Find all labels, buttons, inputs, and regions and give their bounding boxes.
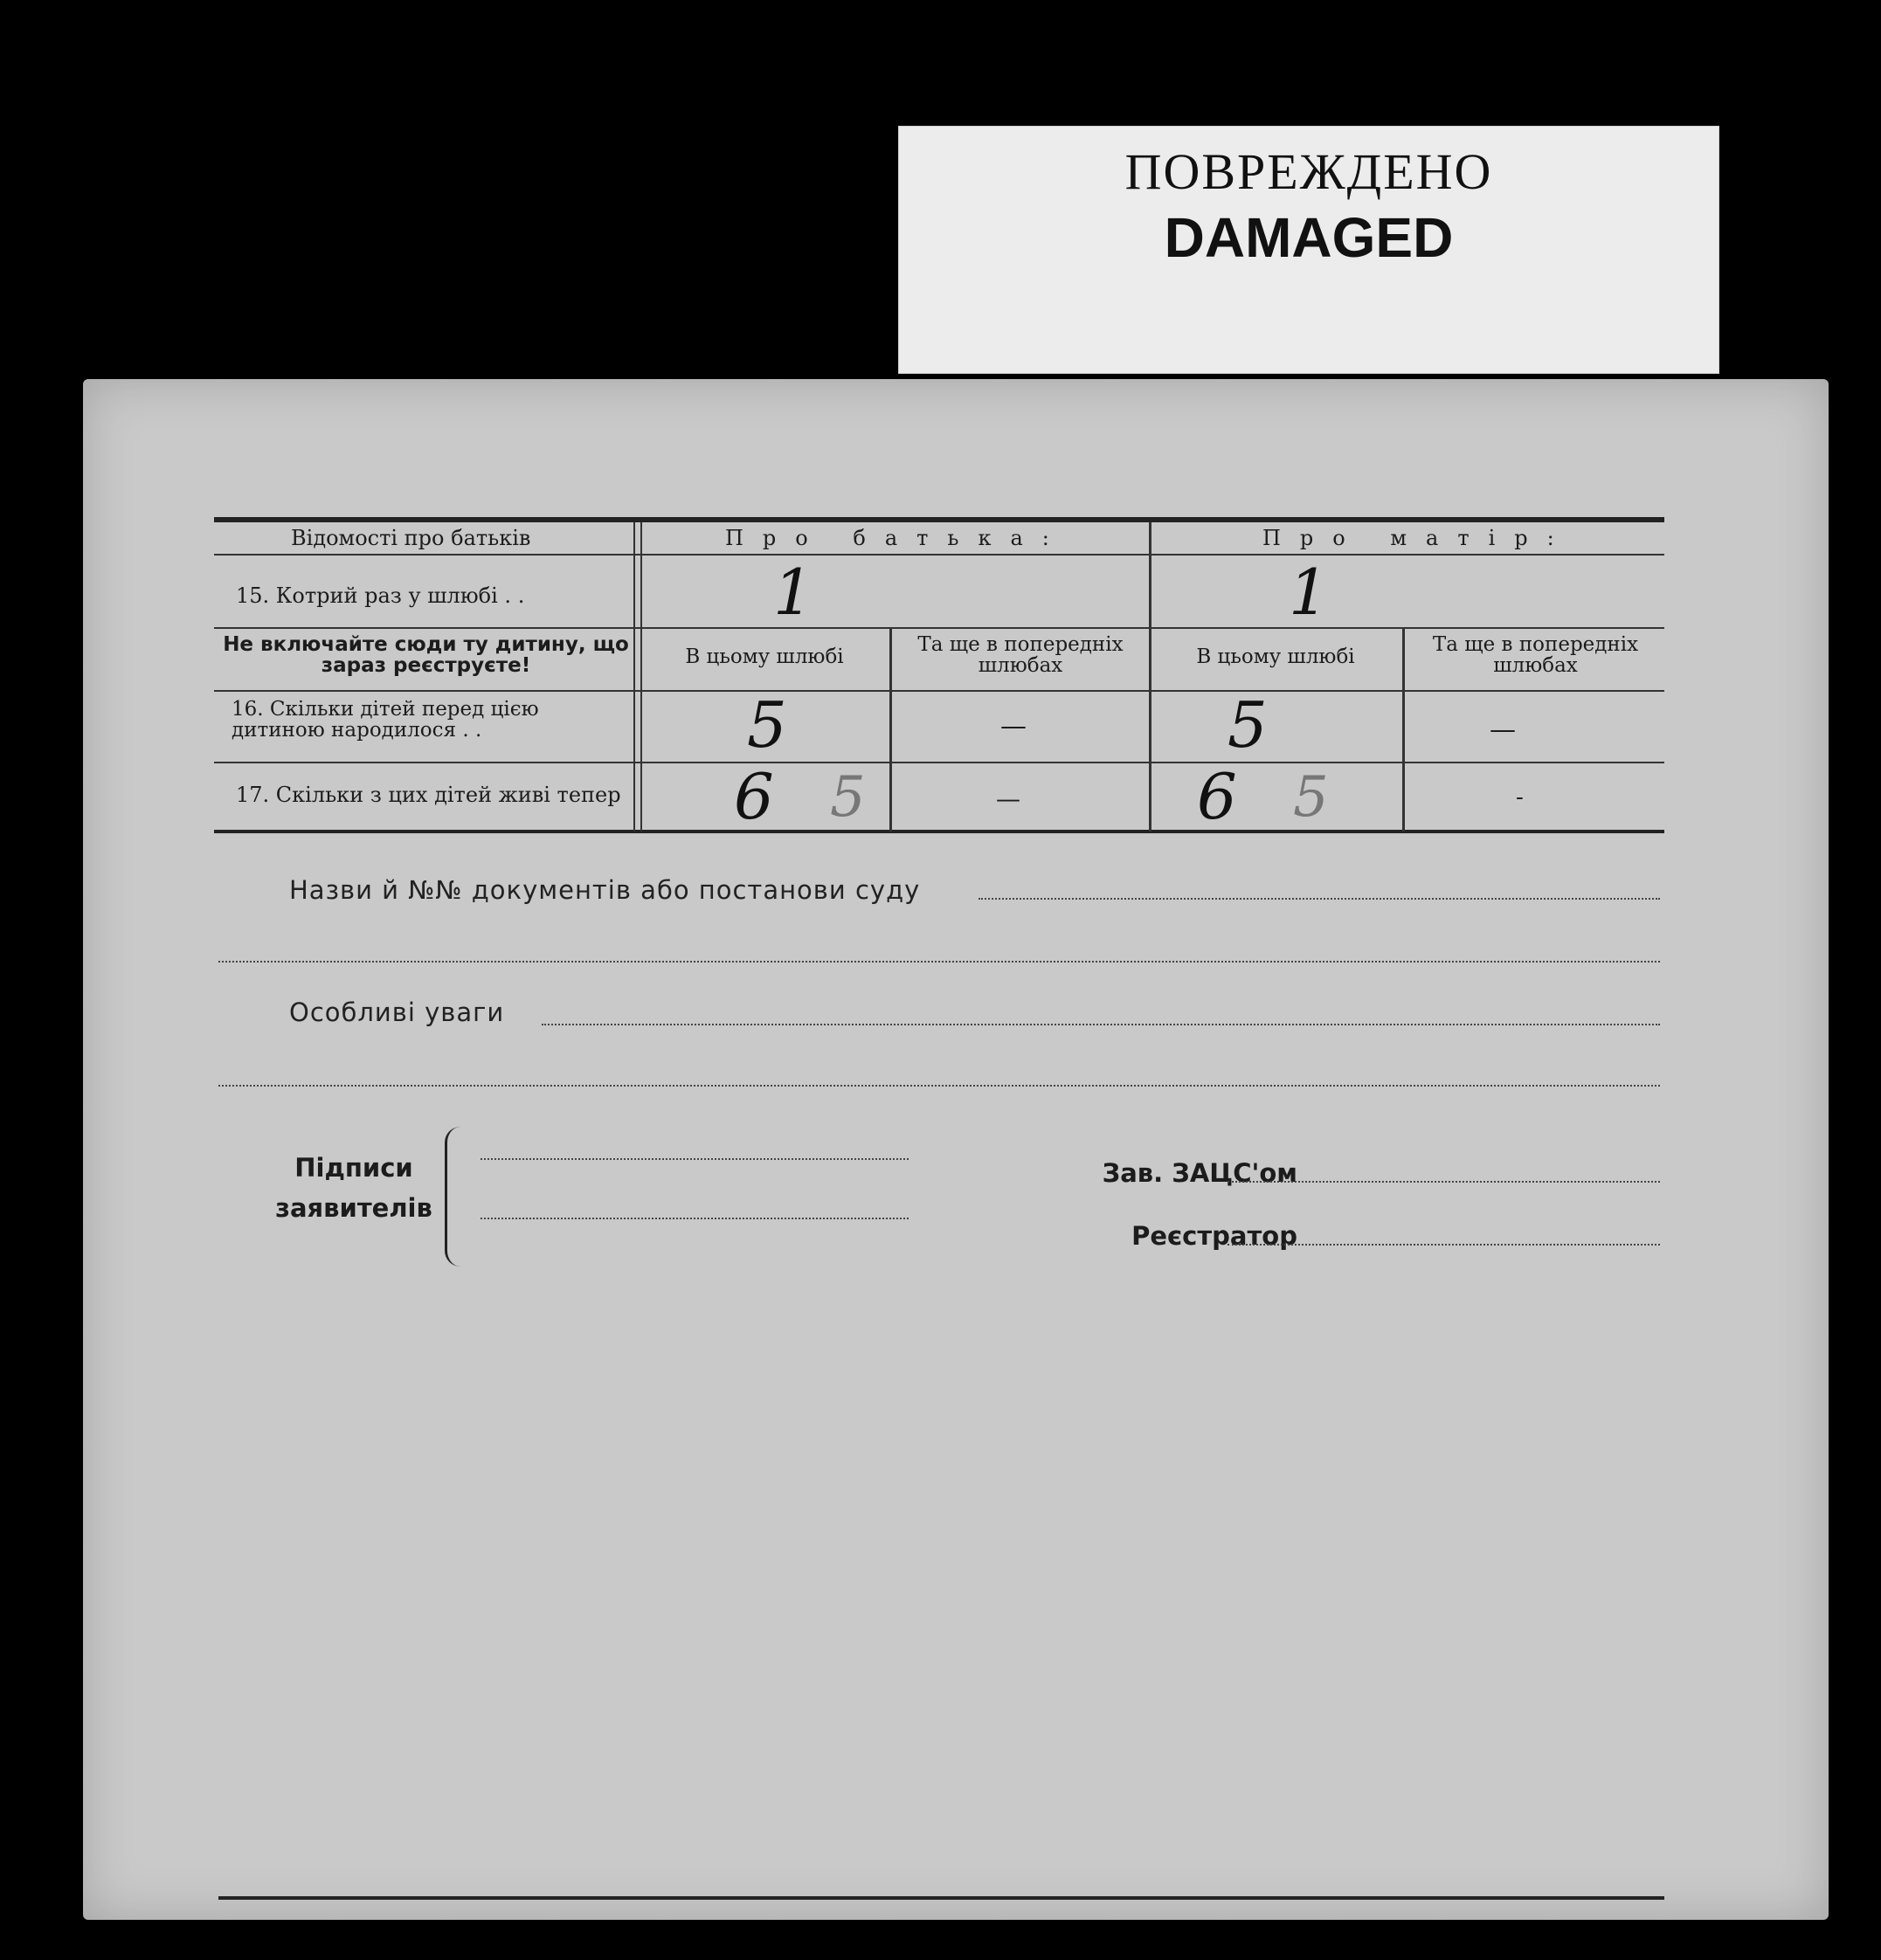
applicant-signature-line-1[interactable] (481, 1158, 909, 1160)
subheader-mother-this-marriage: В цьому шлюбі (1196, 645, 1355, 668)
row17-mother-this-value: 6 (1197, 760, 1237, 833)
sheet-bottom-rule (218, 1896, 1664, 1900)
table-hline (214, 690, 1664, 692)
subheader-mother-previous-marriages: Та ще в попередніх шлюбах (1432, 633, 1639, 677)
row15-label: 15. Котрий раз у шлюбі . . (236, 583, 525, 608)
row17-father-prev-value: — (996, 784, 1020, 813)
signatures-brace (445, 1127, 463, 1266)
record-sheet (83, 379, 1829, 1920)
registrar-label: Реєстратор (1131, 1221, 1297, 1251)
damaged-label-card (898, 126, 1719, 374)
damaged-label-en: DAMAGED (1164, 206, 1454, 269)
damaged-label-ua: ПОВРЕЖДЕНО (1124, 143, 1493, 200)
registrar-signature-line[interactable] (1227, 1244, 1660, 1246)
row16-mother-prev-value: — (1490, 714, 1516, 745)
header-about-mother: Про матір: (1262, 526, 1573, 550)
applicant-signature-line-2[interactable] (481, 1218, 909, 1219)
row17-father-this-value: 6 (734, 760, 774, 833)
row16-father-prev-value: — (1000, 711, 1027, 742)
row17-mother-this-faint-value: 5 (1293, 765, 1329, 830)
table-vline (1149, 522, 1151, 832)
signatures-label-line2: заявителів (275, 1193, 432, 1223)
row15-mother-value: 1 (1289, 556, 1329, 629)
signatures-label (266, 1148, 441, 1228)
documents-line[interactable] (979, 898, 1660, 900)
documents-line-2[interactable] (218, 961, 1660, 963)
subheader-father-previous-marriages: Та ще в попередніх шлюбах (917, 633, 1124, 677)
header-parents-info: Відомості про батьків (291, 526, 531, 550)
row17-mother-prev-value: - (1516, 784, 1524, 811)
subheader-note: Не включайте сюди ту дитину, що зараз реєструєте! (223, 633, 629, 677)
subheader-father-this-marriage: В цьому шлюбі (685, 645, 844, 668)
table-top-rule (214, 517, 1664, 522)
notes-label: Особливі уваги (289, 997, 505, 1027)
table-hline (214, 762, 1664, 763)
row17-father-this-faint-value: 5 (830, 765, 866, 830)
signatures-label-line1: Підписи (294, 1153, 413, 1183)
header-about-father: Про батька: (725, 526, 1068, 550)
notes-line[interactable] (542, 1024, 1660, 1025)
row15-father-value: 1 (773, 556, 813, 629)
table-bottom-rule (214, 830, 1664, 833)
row17-label: 17. Скільки з цих дітей живі тепер (236, 783, 621, 807)
row16-father-this-value: 5 (747, 688, 787, 762)
row16-mother-this-value: 5 (1227, 688, 1268, 762)
table-vline (633, 522, 642, 832)
head-signature-line[interactable] (1227, 1181, 1660, 1183)
table-vline (1402, 627, 1405, 832)
table-vline (889, 627, 892, 832)
head-label: Зав. ЗАЦС'ом (1102, 1158, 1297, 1188)
table-hline (214, 627, 1664, 629)
documents-label: Назви й №№ документів або постанови суду (289, 875, 921, 905)
table-hline (214, 554, 1664, 556)
row16-label: 16. Скільки дітей перед цією дитиною народилося . . (232, 698, 539, 742)
notes-line-2[interactable] (218, 1085, 1660, 1087)
